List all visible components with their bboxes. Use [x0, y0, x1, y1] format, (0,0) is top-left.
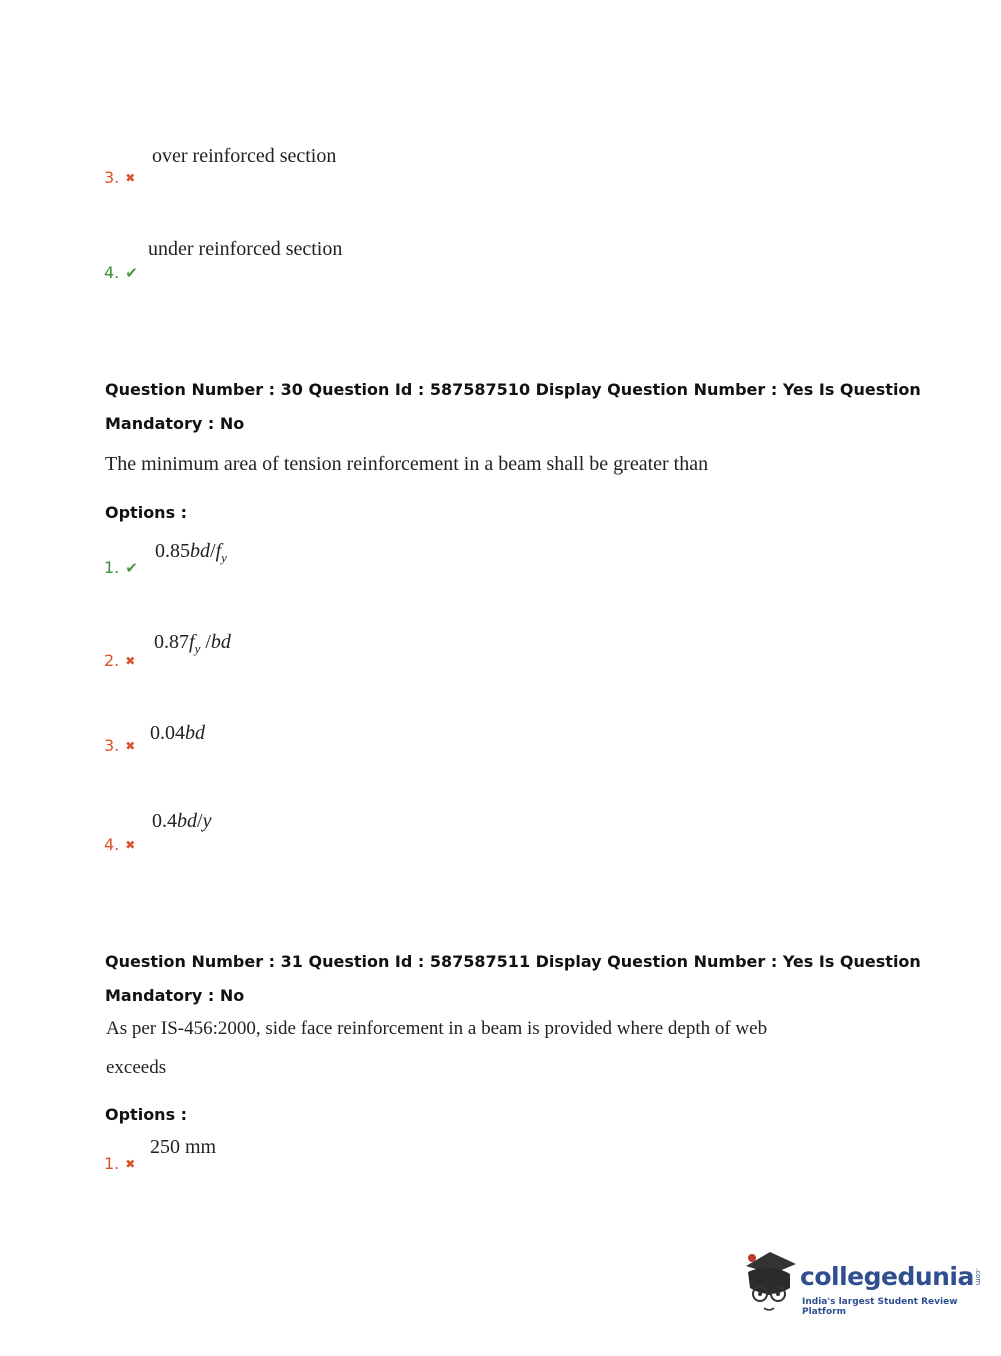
check-icon: ✔	[125, 263, 138, 282]
option-text: 250 mm	[150, 1136, 217, 1158]
logo-tagline: India's largest Student Review Platform	[802, 1297, 958, 1317]
formula-part: 0.04	[150, 722, 185, 744]
formula-part: y	[202, 810, 212, 832]
formula-part: /	[210, 540, 216, 562]
cross-icon: ✖	[125, 837, 136, 852]
question-header-mandatory: Mandatory : No	[105, 414, 245, 433]
logo-suffix: .com	[973, 1267, 982, 1286]
check-icon: ✔	[125, 558, 138, 577]
formula-part: bd	[185, 722, 205, 744]
formula-part: f	[189, 631, 195, 653]
formula-part: /	[200, 631, 211, 653]
option-index: 4.	[104, 835, 120, 854]
formula-part: bd	[177, 810, 197, 832]
option-number	[104, 168, 135, 187]
formula-part: 0.4	[152, 810, 177, 832]
logo-wordmark: collegedunia	[800, 1262, 974, 1291]
formula-part: bd	[210, 631, 231, 653]
option-number	[104, 263, 138, 282]
option-number	[104, 835, 135, 854]
formula-part: f	[215, 540, 222, 562]
option-index: 1.	[104, 1154, 120, 1173]
option-formula	[150, 722, 205, 745]
cross-icon: ✖	[125, 653, 136, 668]
collegedunia-logo	[740, 1248, 982, 1318]
option-number	[104, 736, 135, 755]
formula-part: /	[197, 810, 203, 832]
cross-icon: ✖	[125, 170, 136, 185]
option-index: 3.	[104, 168, 120, 187]
formula-part: 0.85	[155, 540, 190, 562]
option-index: 4.	[104, 263, 120, 282]
question-header: Question Number : 31 Question Id : 587587511 Display Question Number : Yes Is Question	[105, 952, 921, 971]
question-text-continued: exceeds	[106, 1057, 167, 1078]
options-label: Options :	[105, 1105, 188, 1124]
option-formula	[152, 810, 211, 833]
option-index: 2.	[104, 651, 120, 670]
mascot-icon	[740, 1248, 800, 1318]
cross-icon: ✖	[125, 738, 136, 753]
cross-icon: ✖	[125, 1156, 136, 1171]
question-text: The minimum area of tension reinforcement in a beam shall be greater than	[105, 453, 709, 475]
option-number	[104, 651, 135, 670]
option-text: over reinforced section	[152, 145, 337, 167]
option-index: 1.	[104, 558, 120, 577]
question-text: As per IS-456:2000, side face reinforcement in a beam is provided where depth of web	[106, 1018, 768, 1039]
option-formula	[154, 631, 231, 657]
formula-subscript: y	[221, 550, 227, 565]
formula-subscript: y	[194, 641, 201, 656]
option-number	[104, 1154, 135, 1173]
formula-part: bd	[190, 540, 210, 562]
options-label: Options :	[105, 503, 188, 522]
option-number	[104, 558, 138, 577]
option-text: under reinforced section	[148, 238, 343, 260]
option-formula	[155, 540, 227, 566]
option-index: 3.	[104, 736, 120, 755]
question-header: Question Number : 30 Question Id : 587587510 Display Question Number : Yes Is Question	[105, 380, 921, 399]
formula-part: 0.87	[154, 631, 189, 653]
question-header-mandatory: Mandatory : No	[105, 986, 245, 1005]
